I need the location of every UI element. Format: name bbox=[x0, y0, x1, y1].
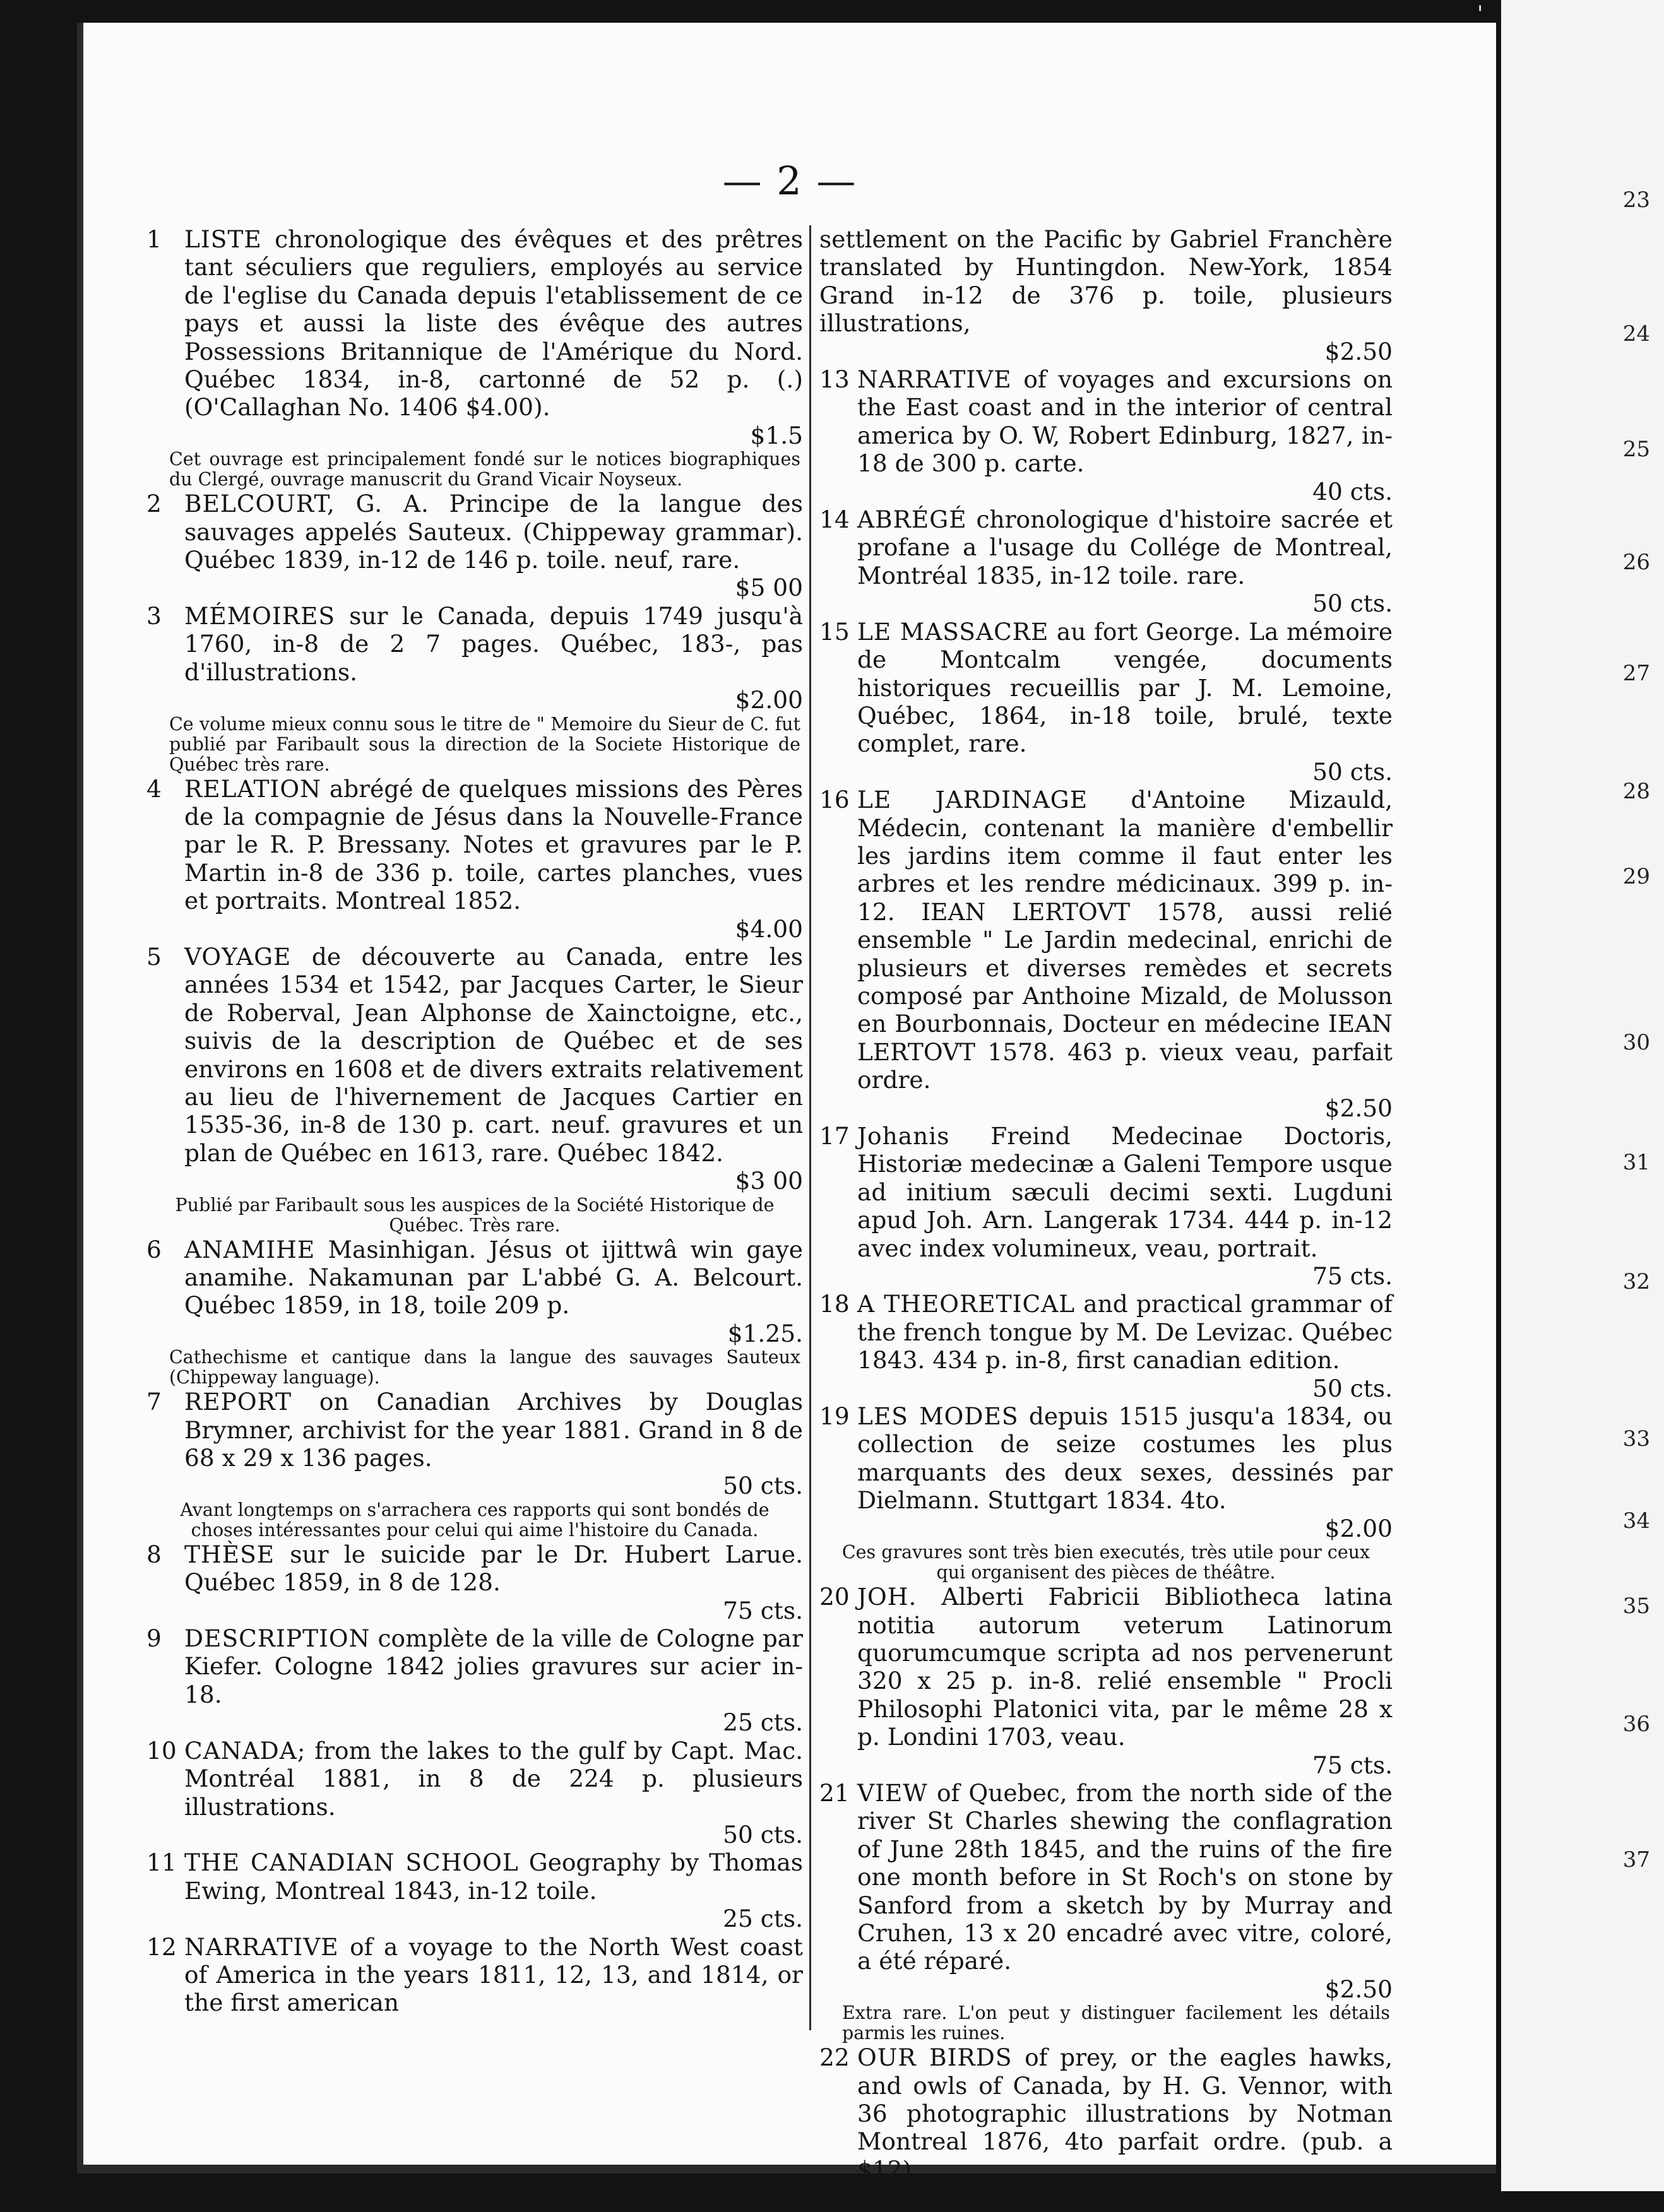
entry-description: of voyages and excursions on the East coast and in the interior of central america by O. W, Robert Edinburg, 1827, in-18 de 300 p. carte. bbox=[857, 365, 1393, 478]
entry-price: 75 cts. bbox=[1312, 1751, 1393, 1779]
entry-price: $3 00 bbox=[735, 1167, 803, 1195]
entry-description: of a voyage to the North West coast of America in the years 1811, 12, 13, and 1814, or the first american bbox=[184, 1932, 803, 2017]
entry-description: of prey, or the eagles hawks, and owls of Canada, by H. G. Vennor, with 36 photographic illustrations by Notman Montreal 1876, 4to parfait ordre. (pub. a $12) bbox=[857, 2043, 1393, 2184]
catalogue-entry bbox=[146, 1236, 803, 1348]
entry-continuation bbox=[819, 225, 1393, 365]
margin-number: 24 bbox=[1622, 321, 1650, 346]
entry-description: chronologique des évêques et des prêtres tant séculiers que reguliers, employés au service de l'eglise du Canada depuis l'etablissement de ce pays et aussi la liste des évêque des autres Possessions Britannique de l'Amérique du Nord. Québec 1834, in-8, cartonné de 52 p. (.) (O'Callaghan No. 1406 $4.00). bbox=[184, 225, 803, 422]
entry-description: from the lakes to the gulf by Capt. Mac. Montréal 1881, in 8 de 224 p. plusieurs illustrations. bbox=[184, 1736, 804, 1821]
entry-description: on Canadian Archives by Douglas Brymner, archivist for the year 1881. Grand in 8 de 68 x 29 x 136 pages. bbox=[184, 1388, 803, 1472]
entry-price: 50 cts. bbox=[1312, 589, 1393, 618]
entry-price: 75 cts. bbox=[1312, 1262, 1393, 1291]
entry-heading: LE JARDINAGE bbox=[857, 786, 1088, 814]
entry-price: 50 cts. bbox=[1312, 757, 1393, 786]
entry-note: Cathechisme et cantique dans la langue des sauvages Sauteux (Chippeway language). bbox=[169, 1347, 800, 1388]
entry-description: Geography by Thomas Ewing, Montreal 1843, in-12 toile. bbox=[184, 1848, 803, 1905]
entry-number: 4 bbox=[146, 774, 162, 803]
entry-price: 75 cts. bbox=[723, 1596, 803, 1624]
entry-number: 1 bbox=[146, 225, 162, 253]
entry-heading: A THEORETICAL bbox=[857, 1290, 1076, 1318]
catalogue-entry bbox=[819, 1779, 1393, 2003]
entry-body bbox=[857, 2043, 1393, 2211]
entry-body bbox=[184, 775, 803, 943]
entry-price: $4.00 bbox=[735, 914, 803, 943]
entry-price: $2.00 bbox=[735, 686, 803, 714]
entry-description: de découverte au Canada, entre les années 1534 et 1542, par Jacques Carter, le Sieur de Roberval, Jean Alphonse de Xainctoigne, etc., suivis de la description de Québec et de ses environs en 1608 et de divers extraits relativement au lieu de l'hivernement de Jacques Cartier en 1535-36, in-8 de 130 p. cart. neuf. gravures et un plan de Québec en 1613, rare. Québec 1842. bbox=[184, 942, 804, 1167]
entry-description: d'Antoine Mizauld, Médecin, contenant la manière d'embellir les jardins item comme il faut enter les arbres et les rendre médicinaux. 399 p. in-12. IEAN LERTOVT 1578, aussi relié ensemble " Le Jardin medecinal, enrichi de plusieurs et diverses remèdes et secrets composé par Anthoine Mizald, de Molusson en Bourbonnais, Docteur en médecine IEAN LERTOVT 1578. 463 p. vieux veau, parfait ordre. bbox=[857, 786, 1393, 1094]
margin-number: 36 bbox=[1622, 1712, 1650, 1737]
catalogue-entry bbox=[819, 618, 1393, 786]
entry-note: Publié par Faribault sous les auspices de la Société Historique de Québec. Très rare. bbox=[175, 1194, 775, 1236]
entry-description: depuis 1515 jusqu'a 1834, ou collection de seize costumes les plus marquants des deux sexes, dessinés par Dielmann. Stuttgart 1834. 4to. bbox=[857, 1402, 1393, 1515]
catalogue-entry bbox=[146, 490, 803, 602]
catalogue-entry bbox=[146, 943, 803, 1195]
entry-body bbox=[184, 1848, 803, 1932]
entry-price: 40 cts. bbox=[1312, 477, 1393, 506]
entry-price: 25 cts. bbox=[723, 1905, 803, 1933]
edge-mark-top: ' bbox=[1477, 1, 1483, 27]
margin-number: 31 bbox=[1622, 1150, 1650, 1175]
entry-number: 3 bbox=[146, 601, 162, 630]
entry-body bbox=[857, 786, 1393, 1122]
entry-body bbox=[857, 1122, 1393, 1290]
entry-description: Masinhigan. Jésus ot ijittwâ win gaye anamihe. Nakamunan par L'abbé G. A. Belcourt. Québec 1859, in 18, toile 209 p. bbox=[184, 1235, 804, 1320]
entry-body bbox=[184, 1624, 803, 1737]
entry-body bbox=[184, 1933, 803, 2017]
entry-body bbox=[857, 1779, 1393, 2003]
entry-number: 16 bbox=[819, 786, 850, 814]
catalogue-entry bbox=[819, 786, 1393, 1122]
entry-body bbox=[857, 618, 1393, 786]
entry-price: 50 cts. bbox=[723, 1820, 803, 1848]
entry-note: Ces gravures sont très bien executés, très utile pour ceux qui organisent des pièces de théâtre. bbox=[841, 1542, 1370, 1583]
entry-number: 11 bbox=[146, 1848, 177, 1877]
catalogue-entry bbox=[146, 775, 803, 943]
right-column bbox=[819, 225, 1393, 2212]
entry-heading: VOYAGE bbox=[184, 942, 292, 971]
entry-description: sur le Canada, depuis 1749 jusqu'à 1760, in-8 de 2 7 pages. Québec, 183-, pas d'illustrations. bbox=[184, 601, 803, 686]
catalogue-entry bbox=[146, 1624, 803, 1737]
margin-number: 28 bbox=[1622, 779, 1650, 804]
entry-heading: NARRATIVE bbox=[184, 1932, 339, 1961]
entry-heading: MÉMOIRES bbox=[184, 601, 336, 630]
margin-number: 32 bbox=[1622, 1269, 1650, 1294]
continuation-price: $2.50 bbox=[1324, 337, 1393, 365]
margin-number: 23 bbox=[1622, 187, 1650, 213]
entry-note: Ce volume mieux connu sous le titre de " Memoire du Sieur de C. fut publié par Faribault sous la direction de la Societe Historique de Québec très rare. bbox=[169, 713, 800, 775]
entry-heading: DESCRIPTION bbox=[184, 1624, 371, 1653]
margin-number: 25 bbox=[1622, 437, 1650, 462]
entry-number: 13 bbox=[819, 365, 850, 394]
catalogue-entry bbox=[146, 1388, 803, 1500]
entry-price: $2.50 bbox=[1324, 1094, 1393, 1122]
entry-number: 20 bbox=[819, 1583, 850, 1611]
entry-heading: Johanis bbox=[857, 1122, 950, 1150]
page-number: — 2 — bbox=[722, 158, 857, 204]
entry-description: chronologique d'histoire sacrée et profane a l'usage du Collége de Montreal, Montréal 1835, in-12 toile. rare. bbox=[857, 506, 1393, 589]
entry-heading: LES MODES bbox=[857, 1402, 1019, 1431]
entry-description: and practical grammar of the french tongue by M. De Levizac. Québec 1843. 434 p. in-8, first canadian edition. bbox=[857, 1290, 1393, 1375]
entry-heading: JOH. bbox=[857, 1583, 917, 1611]
margin-number: 30 bbox=[1622, 1030, 1650, 1055]
margin-number: 29 bbox=[1622, 864, 1650, 889]
entry-description: Freind Medecinae Doctoris, Historiæ medecinæ a Galeni Tempore usque ad initium sæculi decimi sexti. Lugduni apud Joh. Arn. Langerak 1734. 444 p. in-12 avec index volumineux, veau, portrait. bbox=[857, 1122, 1393, 1262]
entry-heading: RELATION bbox=[184, 774, 321, 803]
margin-number: 35 bbox=[1622, 1594, 1650, 1619]
entry-heading: ANAMIHE bbox=[184, 1235, 316, 1263]
entry-body bbox=[184, 602, 803, 714]
entry-price: 50 cts. bbox=[723, 1472, 803, 1500]
entry-body bbox=[857, 1402, 1393, 1542]
margin-number: 33 bbox=[1622, 1426, 1650, 1452]
entry-number: 5 bbox=[146, 942, 162, 971]
entry-heading: VIEW bbox=[857, 1778, 928, 1807]
entry-number: 12 bbox=[146, 1932, 177, 1961]
catalogue-entry bbox=[819, 1122, 1393, 1290]
entry-description: abrégé de quelques missions des Pères de la compagnie de Jésus dans la Nouvelle-France par le R. P. Bressany. Notes et gravures par le P. Martin in-8 de 336 p. toile, cartes planches, vues et portraits. Montreal 1852. bbox=[184, 774, 803, 915]
entry-number: 9 bbox=[146, 1624, 162, 1653]
entry-body bbox=[857, 1583, 1393, 1779]
entry-price: $2.00 bbox=[1324, 1514, 1393, 1542]
catalogue-entry bbox=[819, 1583, 1393, 1779]
entry-number: 17 bbox=[819, 1122, 850, 1150]
entry-body bbox=[184, 1737, 803, 1849]
entry-heading: LISTE bbox=[184, 225, 262, 253]
continuation-text: settlement on the Pacific by Gabriel Franchère translated by Huntingdon. New-York, 1854 Grand in-12 de 376 p. toile, plusieurs illustrations, bbox=[819, 225, 1393, 338]
entry-price: 50 cts. bbox=[1312, 1374, 1393, 1402]
catalogue-entry bbox=[146, 1933, 803, 2017]
entry-body bbox=[857, 365, 1393, 506]
entry-description: au fort George. La mémoire de Montcalm vengée, documents historiques recueillis par J. M. Lemoine, Québec, 1864, in-18 toile, brulé, texte complet, rare. bbox=[857, 617, 1393, 758]
entry-description: Alberti Fabricii Bibliotheca latina notitia autorum veterum Latinorum quorumcumque scripta ad nos pervenerunt 320 x 25 p. in-8. relié ensemble " Procli Philosophi Platonici vita, par le même 28 x p. Londini 1703, veau. bbox=[857, 1583, 1393, 1751]
catalogue-entry bbox=[819, 1402, 1393, 1542]
entry-heading: CANADA; bbox=[184, 1736, 306, 1765]
entry-heading: REPORT bbox=[184, 1388, 292, 1416]
margin-number: 37 bbox=[1622, 1847, 1650, 1872]
catalogue-entry bbox=[819, 506, 1393, 618]
entry-number: 18 bbox=[819, 1290, 850, 1318]
entry-body bbox=[184, 1236, 803, 1348]
entry-price: $1.5 bbox=[750, 421, 803, 449]
catalogue-entry bbox=[146, 1848, 803, 1932]
entry-number: 21 bbox=[819, 1778, 850, 1807]
entry-body bbox=[857, 1290, 1393, 1402]
catalogue-entry bbox=[819, 365, 1393, 506]
entry-number: 7 bbox=[146, 1388, 162, 1416]
entry-price: 25 cts. bbox=[723, 1708, 803, 1737]
catalogue-entry bbox=[819, 2043, 1393, 2211]
entry-body bbox=[184, 1541, 803, 1624]
entry-heading: OUR BIRDS bbox=[857, 2043, 1013, 2072]
entry-note: Extra rare. L'on peut y distinguer facilement les détails parmis les ruines. bbox=[842, 2002, 1390, 2044]
entry-price: $1.25. bbox=[727, 1319, 803, 1347]
margin-number: 26 bbox=[1622, 550, 1650, 575]
margin-number: 34 bbox=[1622, 1508, 1650, 1534]
catalogue-entry bbox=[146, 1541, 803, 1624]
entry-heading: THÈSE bbox=[184, 1540, 275, 1568]
entry-description: sur le suicide par le Dr. Hubert Larue. Québec 1859, in 8 de 128. bbox=[184, 1540, 803, 1597]
entry-body bbox=[184, 943, 803, 1195]
entry-description: complète de la ville de Cologne par Kiefer. Cologne 1842 jolies gravures sur acier in-18. bbox=[184, 1624, 804, 1708]
entry-number: 10 bbox=[146, 1736, 177, 1765]
entry-heading: LE MASSACRE bbox=[857, 617, 1049, 646]
entry-number: 8 bbox=[146, 1540, 162, 1568]
entry-body bbox=[857, 506, 1393, 618]
left-column bbox=[146, 225, 803, 2017]
margin-number: 27 bbox=[1622, 661, 1650, 686]
entry-heading: ABRÉGÉ bbox=[857, 506, 967, 534]
entry-body bbox=[184, 1388, 803, 1500]
entry-number: 14 bbox=[819, 506, 850, 534]
column-rule bbox=[809, 225, 811, 2030]
entry-heading: THE CANADIAN SCHOOL bbox=[184, 1848, 519, 1877]
entry-description: Principe de la langue des sauvages appelés Sauteux. (Chippeway grammar). Québec 1839, in-12 de 146 p. toile. neuf, rare. bbox=[184, 490, 803, 574]
entry-body bbox=[184, 490, 803, 602]
entry-description: of Quebec, from the north side of the river St Charles shewing the conflagration of June 28th 1845, and the ruins of the fire one month before in St Roch's on stone by Sanford from a sketch by by Murray and Cruhen, 13 x 20 encadré avec vitre, coloré, a été réparé. bbox=[857, 1778, 1393, 1975]
catalogue-entry bbox=[146, 225, 803, 449]
entry-note: Cet ouvrage est principalement fondé sur le notices biographiques du Clergé, ouvrage manuscrit du Grand Vicair Noyseux. bbox=[169, 449, 800, 490]
entry-number: 2 bbox=[146, 490, 162, 518]
entry-price: $6.00 bbox=[1324, 2184, 1393, 2212]
catalogue-entry bbox=[146, 602, 803, 714]
entry-heading: NARRATIVE bbox=[857, 365, 1012, 394]
entry-number: 15 bbox=[819, 617, 850, 646]
entry-price: $5 00 bbox=[735, 574, 803, 602]
entry-number: 22 bbox=[819, 2043, 850, 2072]
entry-note: Avant longtemps on s'arrachera ces rapports qui sont bondés de choses intéressantes pour celui qui aime l'histoire du Canada. bbox=[180, 1499, 770, 1541]
entry-heading: BELCOURT, G. A. bbox=[184, 490, 429, 518]
entry-number: 6 bbox=[146, 1235, 162, 1263]
entry-number: 19 bbox=[819, 1402, 850, 1431]
entry-price: $2.50 bbox=[1324, 1975, 1393, 2003]
entry-body bbox=[184, 225, 803, 449]
catalogue-entry bbox=[819, 1290, 1393, 1402]
catalogue-entry bbox=[146, 1737, 803, 1849]
